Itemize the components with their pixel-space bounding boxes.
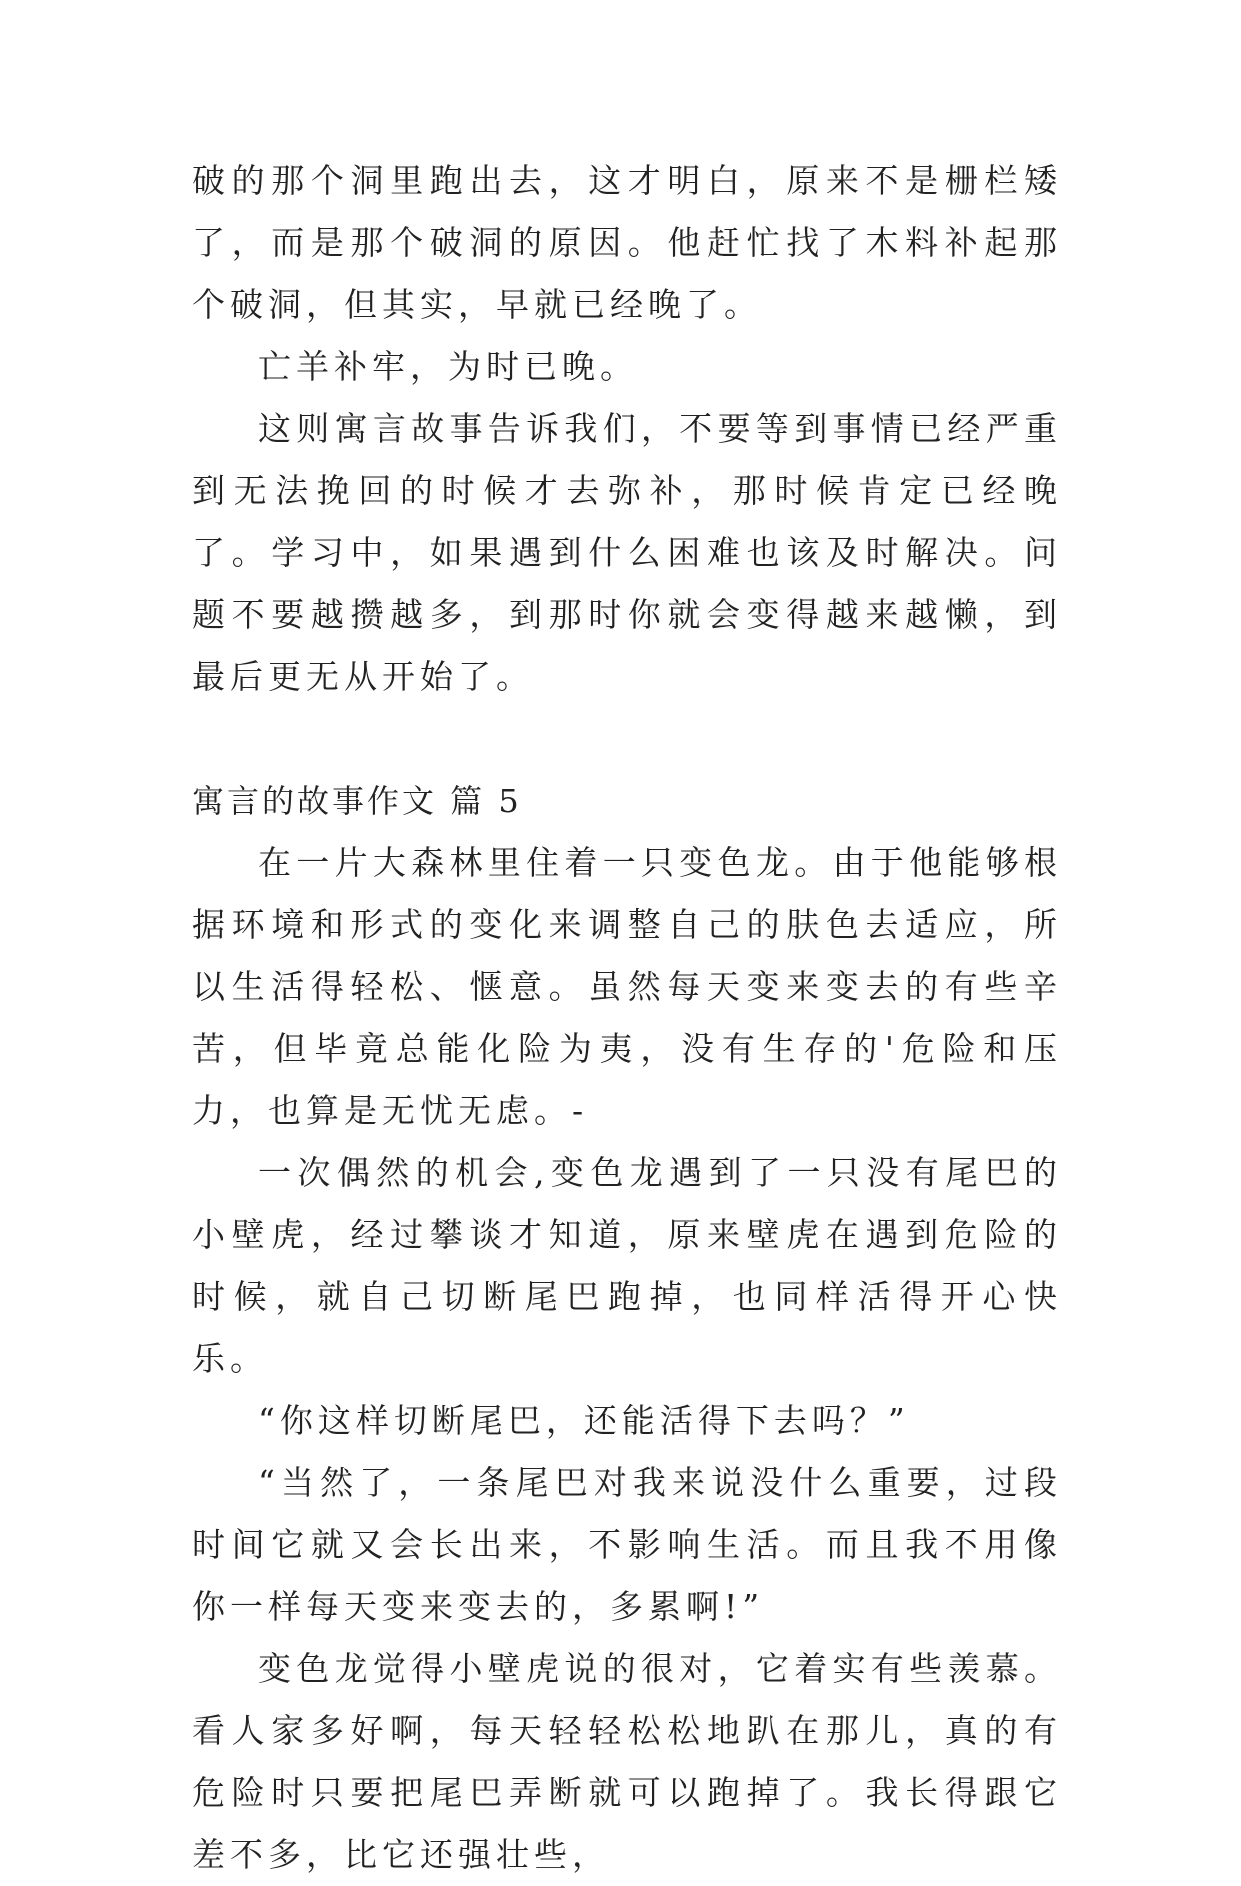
- section-gap: [192, 708, 1062, 770]
- paragraph-1: 破的那个洞里跑出去，这才明白，原来不是栅栏矮了，而是那个破洞的原因。他赶忙找了木料补起那个破洞，但其实，早就已经晚了。: [192, 161, 1062, 324]
- paragraph-7: “当然了，一条尾巴对我来说没什么重要，过段时间它就又会长出来，不影响生活。而且我不用像你一样每天变来变去的，多累啊!”: [192, 1463, 1062, 1626]
- section-heading: 寓言的故事作文 篇 5: [192, 782, 522, 820]
- paragraph-3: 这则寓言故事告诉我们，不要等到事情已经严重到无法挽回的时候才去弥补，那时候肯定已经晚了。学习中，如果遇到什么困难也该及时解决。问题不要越攒越多，到那时你就会变得越来越懒，到最后更无从开始了。: [192, 409, 1062, 696]
- paragraph-4: 在一片大森林里住着一只变色龙。由于他能够根据环境和形式的变化来调整自己的肤色去适应，所以生活得轻松、惬意。虽然每天变来变去的有些辛苦，但毕竟总能化险为夷，没有生存的'危险和压力，也算是无忧无虑。-: [192, 843, 1062, 1130]
- paragraph-6: “你这样切断尾巴，还能活得下去吗？”: [258, 1401, 910, 1440]
- paragraph-2: 亡羊补牢，为时已晚。: [258, 347, 638, 386]
- paragraph-8: 变色龙觉得小壁虎说的很对，它着实有些羡慕。看人家多好啊，每天轻轻松松地趴在那儿，真的有危险时只要把尾巴弄断就可以跑掉了。我长得跟它差不多，比它还强壮些，: [192, 1649, 1062, 1874]
- document-page: [192, 150, 1062, 1886]
- paragraph-5: 一次偶然的机会,变色龙遇到了一只没有尾巴的小壁虎，经过攀谈才知道，原来壁虎在遇到危险的时候，就自己切断尾巴跑掉，也同样活得开心快乐。: [192, 1153, 1062, 1378]
